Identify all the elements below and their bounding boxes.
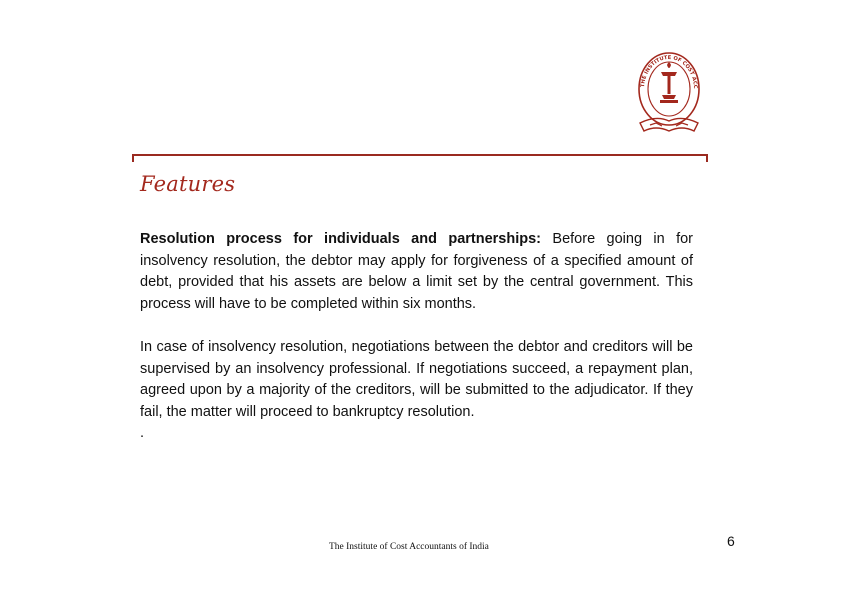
footer-text: The Institute of Cost Accountants of India <box>329 542 489 552</box>
paragraph-text: Before going in for insolvency resolution, the debtor may apply for forgiveness of a specified amount of debt, provided that his assets are below a limit set by the central government. This process will have to be completed within six months. <box>140 231 694 312</box>
institute-seal-logo <box>636 45 702 137</box>
svg-text:THE INSTITUTE OF COST ACCOUNTA: THE INSTITUTE OF COST ACC <box>640 54 699 89</box>
trailing-dot: . <box>140 425 145 441</box>
slide-body <box>140 229 693 445</box>
paragraph-individuals <box>140 229 693 315</box>
paragraph-heading: Resolution process for individuals and partnerships: <box>140 231 542 247</box>
title-divider <box>132 154 708 162</box>
page-number: 6 <box>727 533 735 549</box>
paragraph-insolvency: In case of insolvency resolution, negotiations between the debtor and creditors will be supervised by an insolvency professional. If negotiations succeed, a repayment plan, agreed upon by a majority of the creditors, will be submitted to the adjudicator. If they fail, the matter will proceed to bankruptcy resolution. <box>140 339 693 420</box>
slide-title: Features <box>140 172 236 196</box>
